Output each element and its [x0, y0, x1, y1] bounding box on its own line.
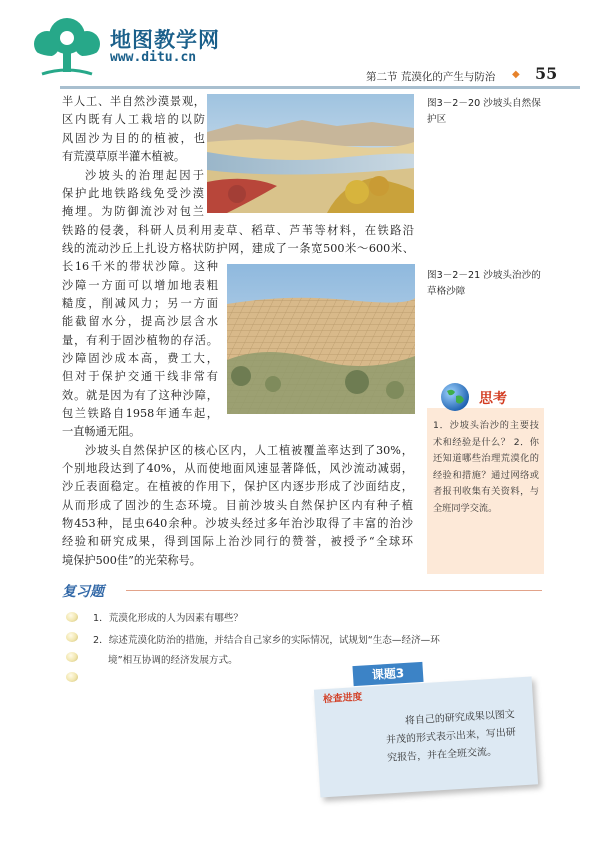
body-line: 一直畅通无阻。: [62, 425, 141, 438]
review-title: 复习题: [62, 584, 104, 600]
body-line: 从而形成了固沙的生态环境。目前沙坡头自然保护区内有种子植: [62, 499, 413, 512]
think-title: 思考: [479, 391, 507, 407]
task-label: 课题3: [352, 662, 423, 686]
body-line: 沙坡头的治理起因于: [85, 169, 204, 182]
page-number: 55: [535, 64, 558, 83]
body-line: 线的流动沙丘上扎设方格状防护网，建成了一条宽500米～600米、: [62, 242, 414, 255]
body-line: 沙坡头自然保护区的核心区内，人工植被覆盖率达到了30%，: [85, 444, 413, 457]
globe-icon: [440, 382, 470, 412]
review-rule: [126, 590, 542, 591]
body-line: 掩埋。为防御流沙对包兰: [62, 205, 204, 218]
figure-grass-checkerboard-photo: [227, 264, 415, 414]
figure-caption-2: 图3－2－21 沙坡头治沙的草格沙障: [427, 270, 541, 297]
body-line: 半人工、半自然沙漠景观，: [62, 95, 205, 108]
body-line: 包兰铁路自1958年通车起，: [62, 407, 218, 420]
bullet-icon: [66, 632, 78, 642]
task-text: 将自己的研究成果以图文并茂的形式表示出来，写出研究报告，并在全班交流。: [385, 709, 517, 765]
body-line: 但对于保护交通干线非常有: [62, 370, 218, 383]
body-line: 铁路的侵袭，科研人员利用麦草、稻草、芦苇等材料，在铁路沿: [62, 224, 414, 237]
diamond-icon: ◆: [512, 69, 520, 80]
body-line: 风固沙为目的的植被，也: [62, 132, 205, 145]
body-line: 经验和研究成果，得到国际上治沙同行的赞誉，被授予“全球环: [62, 535, 413, 548]
header-rule: [60, 86, 580, 89]
watermark-title: 地图教学网: [110, 28, 220, 52]
bullet-icon: [66, 652, 78, 662]
bullet-icon: [66, 612, 78, 622]
figure-shapotou-reserve-photo: [207, 94, 414, 213]
body-line: 保护此地铁路线免受沙漠: [62, 187, 204, 200]
watermark-url: www.ditu.cn: [110, 50, 197, 65]
think-text: 1．沙坡头治沙的主要技术和经验是什么？ 2．你还知道哪些治理荒漠化的经验和措施？通过网络或者报刊收集有关资料，与全班同学交流。: [433, 420, 539, 514]
bullet-icon: [66, 672, 78, 682]
review-question: 境”相互协调的经济发展方式。: [108, 655, 238, 666]
figure-caption-1: 图3－2－20 沙坡头自然保护区: [427, 98, 541, 125]
body-line: 沙丘表面稳定。在植被的作用下，保护区内逐步形成了沙面结皮，: [62, 480, 413, 493]
body-line: 沙障一方面可以增加地表粗: [62, 279, 218, 292]
review-question: 1．荒漠化形成的人为因素有哪些？: [93, 613, 244, 624]
body-line: 境保护500佳”的光荣称号。: [62, 554, 201, 567]
body-line: 个别地段达到了40%，从而使地面风速显著降低，风沙流动减弱，: [62, 462, 413, 475]
body-line: 物453种，昆虫640余种。沙坡头经过多年治沙取得了丰富的治沙: [62, 517, 413, 530]
body-line: 区内既有人工栽培的以防: [62, 113, 205, 126]
body-line: 量，有利于固沙植物的存活。: [62, 334, 218, 347]
body-line: 长16千米的带状沙障。这种: [62, 260, 218, 273]
task-subtitle: 检查进度: [322, 691, 363, 706]
section-header: 第二节 荒漠化的产生与防治: [366, 71, 496, 83]
body-line: 有荒漠草原半灌木植被。: [62, 150, 186, 163]
tree-logo-icon: [22, 12, 112, 78]
body-line: 糙度，削减风力；另一方面: [62, 297, 218, 310]
body-line: 沙障固沙成本高，费工大，: [62, 352, 218, 365]
body-line: 效。就是因为有了这种沙障，: [62, 389, 218, 402]
body-line: 能截留水分，提高沙层含水: [62, 315, 218, 328]
review-question: 2．综述荒漠化防治的措施，并结合自己家乡的实际情况，试规划“生态—经济—环: [93, 635, 440, 646]
